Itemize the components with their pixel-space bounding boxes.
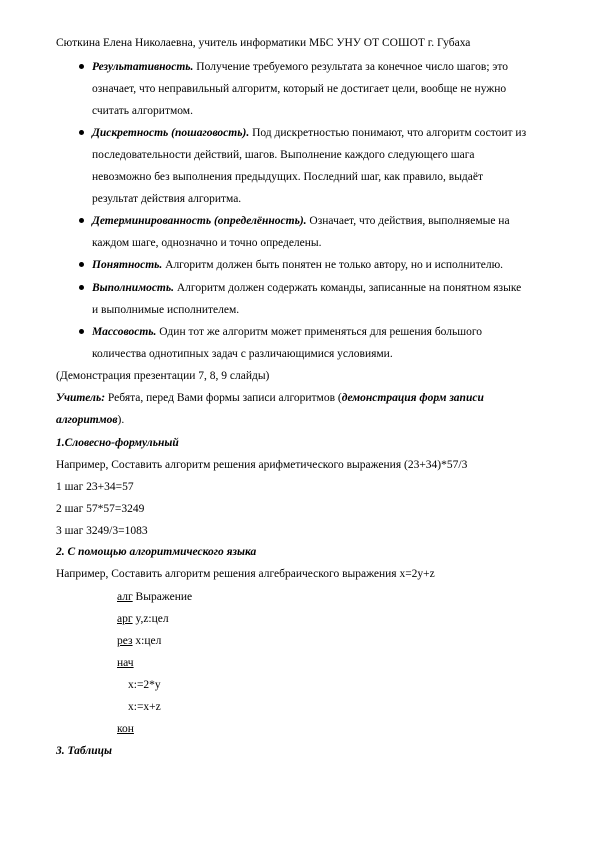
code-text: y,z:цел <box>132 613 169 625</box>
code-keyword: кон <box>117 723 134 735</box>
property-text: последовательности действий, шагов. Выполнение каждого следующего шага <box>92 149 475 161</box>
bullet-icon <box>79 130 84 135</box>
property-text: каждом шаге, однозначно и точно определены. <box>92 237 322 249</box>
property-item <box>92 325 482 339</box>
code-line <box>117 590 192 604</box>
property-item <box>92 281 521 295</box>
property-text: Означает, что действия, выполняемые на <box>306 215 510 227</box>
property-text: Алгоритм должен содержать команды, записанные на понятном языке <box>174 282 522 294</box>
bullet-icon <box>79 329 84 334</box>
bullet-icon <box>79 285 84 290</box>
teacher-italic: демонстрация форм записи <box>341 392 484 404</box>
example-line: Например, Составить алгоритм решения алгебраического выражения x=2y+z <box>56 568 435 580</box>
section-heading: 3. Таблицы <box>56 745 112 757</box>
teacher-line-2 <box>56 413 124 427</box>
property-item <box>92 126 526 140</box>
section-heading: 1.Словесно-формульный <box>56 437 179 449</box>
property-term: Результативность. <box>92 61 194 73</box>
bullet-icon <box>79 262 84 267</box>
demo-note: (Демонстрация презентации 7, 8, 9 слайды) <box>56 370 270 382</box>
code-line: x:=x+z <box>128 701 161 713</box>
property-term: Массовость. <box>92 326 157 338</box>
property-term: Детерминированность (определённость). <box>92 215 307 227</box>
code-keyword: рез <box>117 635 133 647</box>
code-keyword: арг <box>117 613 133 625</box>
section-heading: 2. С помощью алгоритмического языка <box>56 546 257 558</box>
property-text: невозможно без выполнения предыдущих. Последний шаг, как правило, выдаёт <box>92 171 483 183</box>
code-line: x:=2*y <box>128 679 161 691</box>
teacher-text: Ребята, перед Вами формы записи алгоритмов ( <box>105 392 342 404</box>
bullet-icon <box>79 64 84 69</box>
code-text: Выражение <box>132 591 193 603</box>
property-text: Алгоритм должен быть понятен не только автору, но и исполнителю. <box>162 259 504 271</box>
property-term: Выполнимость. <box>92 282 174 294</box>
property-text: Получение требуемого результата за конечное число шагов; это <box>193 61 508 73</box>
property-text: означает, что неправильный алгоритм, который не достигает цели, вообще не нужно <box>92 83 507 95</box>
code-text: x:цел <box>132 635 162 647</box>
bullet-icon <box>79 218 84 223</box>
code-line <box>117 634 161 648</box>
property-text: количества однотипных задач с различающимися условиями. <box>92 348 393 360</box>
code-keyword: нач <box>117 657 134 669</box>
property-item <box>92 258 503 272</box>
teacher-label: Учитель: <box>56 392 106 404</box>
property-term: Дискретность (пошаговость). <box>92 127 250 139</box>
property-item <box>92 60 508 74</box>
property-text: и выполнимые исполнителем. <box>92 304 240 316</box>
property-text: Один тот же алгоритм может применяться для решения большого <box>156 326 483 338</box>
property-text: Под дискретностью понимают, что алгоритм состоит из <box>249 127 527 139</box>
step-line: 3 шаг 3249/3=1083 <box>56 525 148 537</box>
property-term: Понятность. <box>92 259 163 271</box>
property-text: результат действия алгоритма. <box>92 193 242 205</box>
step-line: 1 шаг 23+34=57 <box>56 481 134 493</box>
teacher-italic: алгоритмов <box>56 414 118 426</box>
teacher-line <box>56 391 484 405</box>
code-keyword: алг <box>117 591 133 603</box>
code-line <box>117 612 169 626</box>
step-line: 2 шаг 57*57=3249 <box>56 503 145 515</box>
property-text: считать алгоритмом. <box>92 105 193 117</box>
header-line: Сюткина Елена Николаевна, учитель информатики МБС УНУ ОТ СОШОТ г. Губаха <box>56 37 471 49</box>
example-line: Например, Составить алгоритм решения арифметического выражения (23+34)*57/3 <box>56 459 468 471</box>
teacher-tail: ). <box>117 414 125 426</box>
property-item <box>92 214 510 228</box>
